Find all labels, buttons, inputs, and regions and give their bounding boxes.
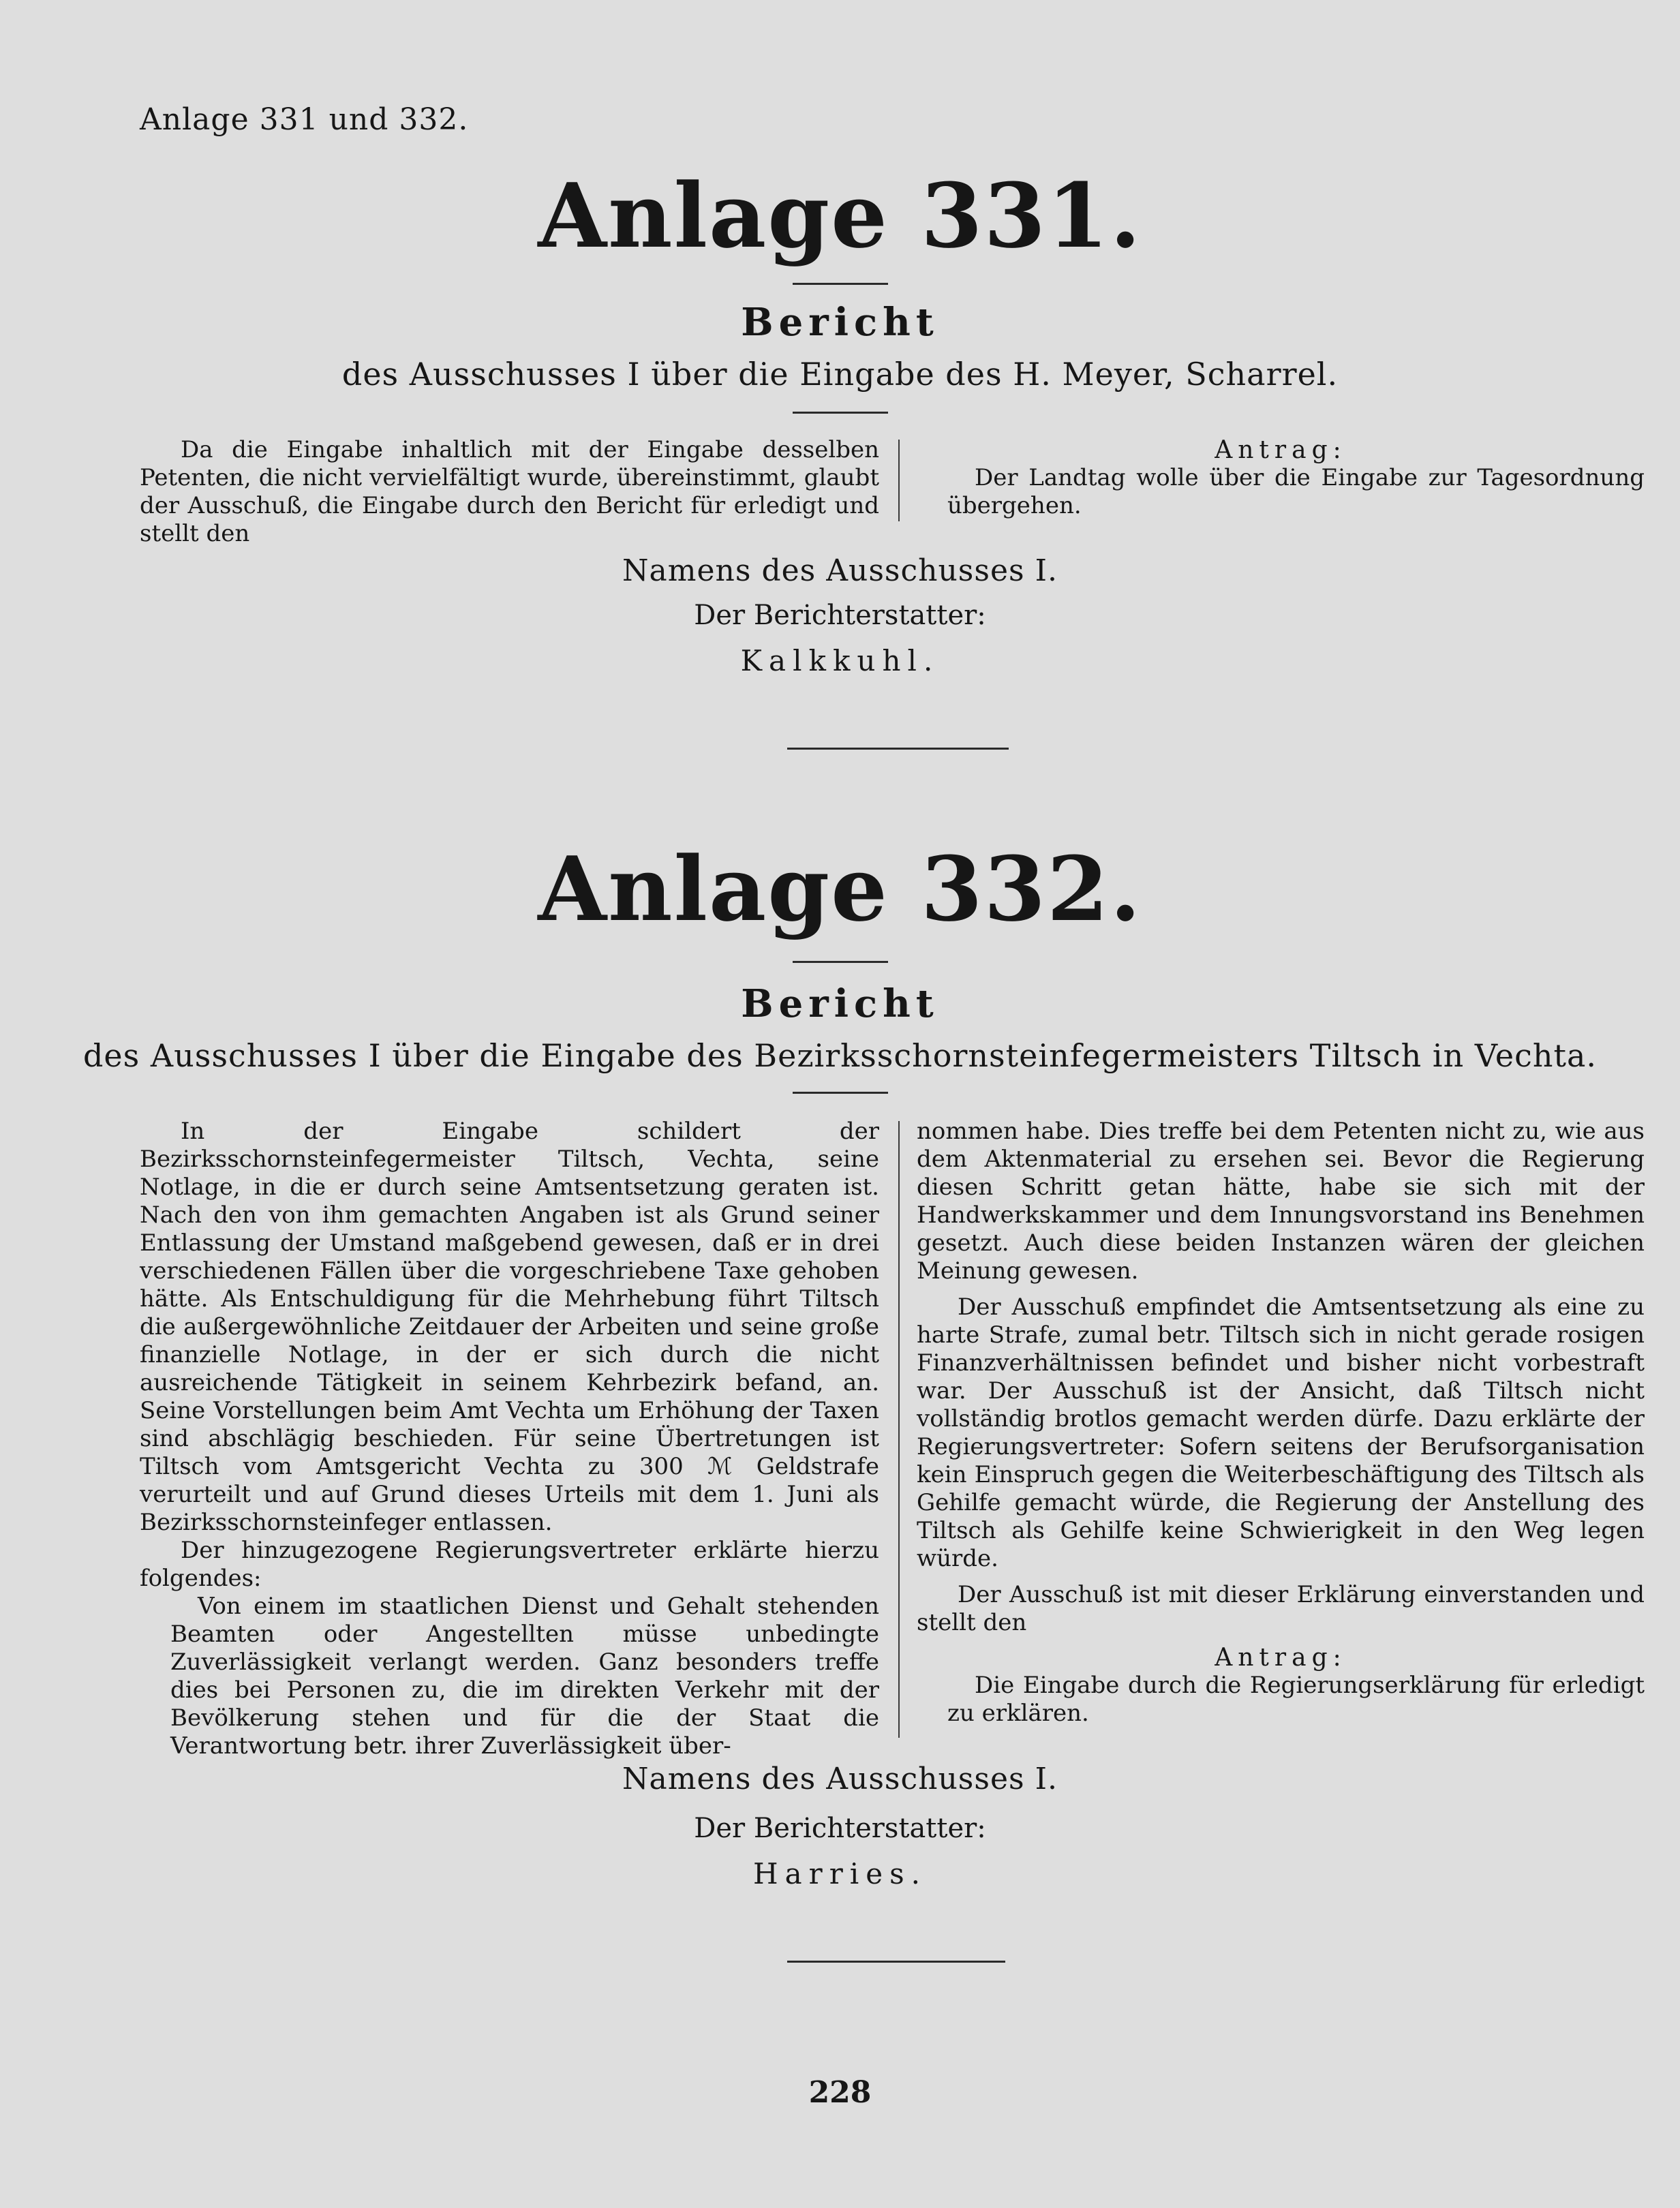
paragraph: Der Ausschuß ist mit dieser Erklärung einverstanden und stellt den (917, 1581, 1645, 1636)
anlage-331-left-column (140, 436, 879, 548)
column-divider (898, 440, 900, 521)
committee-signature: Namens des Ausschusses I. (622, 1762, 1058, 1796)
running-head: Anlage 331 und 332. (140, 102, 469, 137)
section-divider (787, 1961, 1005, 1963)
anlage-331-right-column (917, 436, 1645, 520)
paragraph: Der Ausschuß empfindet die Amtsentsetzung als eine zu harte Strafe, zumal betr. Tiltsch sich in nicht gerade rosigen Finanzverhältnissen befindet und bisher nicht vorbestraft war. Der Ausschuß ist der Ansicht, daß Tiltsch nicht vollständig brotlos gemacht werden dürfe. Dazu erklärte der Regierungsvertreter: Sofern seitens der Berufsorganisation kein Einspruch gegen die Weiterbeschäftigung des Tiltsch als Gehilfe gemacht würde, die Regierung der Anstellung des Tiltsch als Gehilfe keine Schwierigkeit in den Weg legen würde. (917, 1293, 1645, 1572)
antrag-text: Der Landtag wolle über die Eingabe zur Tagesordnung übergehen. (947, 464, 1645, 519)
anlage-332-right-column (917, 1118, 1645, 1728)
paragraph: nommen habe. Dies treffe bei dem Petenten nicht zu, wie aus dem Aktenmaterial zu ersehen sei. Bevor die Regierung diesen Schritt getan hätte, habe sie sich mit der Handwerkskammer und dem Innungsvorstand ins Benehmen gesetzt. Auch diese beiden Instanzen wären der gleichen Meinung gewesen. (917, 1118, 1645, 1285)
paragraph: In der Eingabe schildert der Bezirksschornsteinfegermeister Tiltsch, Vechta, seine Notlage, in die er durch seine Amtsentsetzung geraten ist. Nach den von ihm gemachten Angaben ist als Grund seiner Entlassung der Umstand maßgebend gewesen, daß er in drei verschiedenen Fällen über die vorgeschriebene Taxe gehoben hätte. Als Entschuldigung für die Mehrhebung führt Tiltsch die außergewöhnliche Zeitdauer der Arbeiten und seine große finanzielle Notlage, in der er sich durch die nicht ausreichende Tätigkeit in seinem Kehrbezirk befand, an. Seine Vorstellungen beim Amt Vechta um Erhöhung der Taxen sind abschlägig beschieden. Für seine Übertretungen ist Tiltsch vom Amtsgericht Vechta zu 300 ℳ Geldstrafe verurteilt und auf Grund dieses Urteils mit dem 1. Juni als Bezirksschornsteinfeger entlassen. (140, 1118, 879, 1536)
anlage-332-subtitle: des Ausschusses I über die Eingabe des Bezirksschornsteinfegermeisters Tiltsch in Vechta. (82, 1037, 1597, 1074)
divider (793, 412, 888, 414)
divider (793, 283, 888, 285)
antrag-text: Die Eingabe durch die Regierungserklärung für erledigt zu erklären. (947, 1672, 1645, 1727)
anlage-332-title: Anlage 332. (538, 837, 1142, 941)
berichterstatter-name: Harries. (752, 1857, 927, 1890)
divider (793, 1092, 888, 1094)
quoted-statement: Von einem im staatlichen Dienst und Gehalt stehenden Beamten oder Angestellten müsse unbedingte Zuverlässigkeit verlangt werden. Ganz besonders treffe dies bei Personen zu, die im direkten Verkehr mit der Bevölkerung stehen und für die der Staat die Verantwortung betr. ihrer Zuverlässigkeit über- (170, 1593, 879, 1760)
anlage-331-subtitle: des Ausschusses I über die Eingabe des H. Meyer, Scharrel. (341, 356, 1339, 393)
berichterstatter-label: Der Berichterstatter: (694, 1813, 986, 1844)
anlage-331-title: Anlage 331. (538, 164, 1142, 268)
section-divider (787, 748, 1009, 750)
paragraph: Da die Eingabe inhaltlich mit der Eingabe desselben Petenten, die nicht vervielfältigt wurde, übereinstimmt, glaubt der Ausschuß, die Eingabe durch den Bericht für erledigt und stellt den (140, 436, 879, 547)
berichterstatter-label: Der Berichterstatter: (694, 600, 986, 631)
committee-signature: Namens des Ausschusses I. (622, 553, 1058, 588)
anlage-331-heading: Bericht (741, 300, 939, 345)
paragraph: Der hinzugezogene Regierungsvertreter erklärte hierzu folgendes: (140, 1537, 879, 1592)
anlage-332-left-column (140, 1118, 879, 1760)
page-number: 228 (808, 2075, 872, 2110)
antrag-label: Antrag: (1215, 436, 1347, 464)
anlage-332-heading: Bericht (741, 981, 939, 1026)
column-divider (898, 1121, 900, 1738)
antrag-label: Antrag: (1215, 1644, 1347, 1672)
divider (793, 961, 888, 963)
berichterstatter-name: Kalkkuhl. (740, 644, 940, 677)
